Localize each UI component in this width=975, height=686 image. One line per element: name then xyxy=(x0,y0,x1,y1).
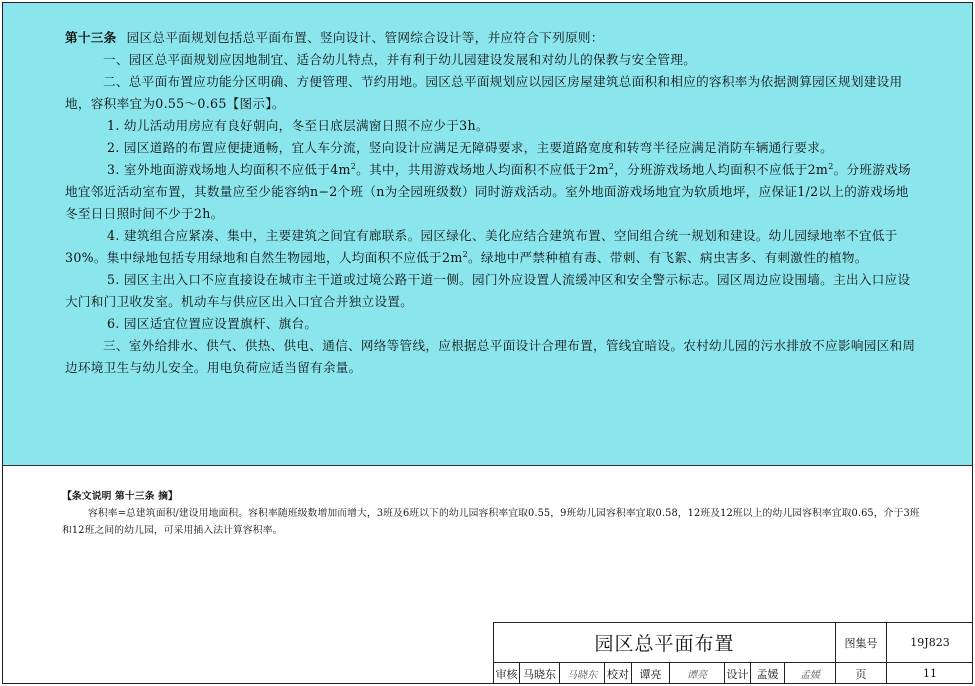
item-3: 3. 室外地面游戏场地人均面积不应低于$4m^2$。其中，共用游戏场地人均面积不应低于$2m^2$，分班游戏场地人均面积不应低于$2m^2$。分班游戏场地宜邻近活动室布置，其数量应至少能容纳n−2个班（n为全园班级数）同时游戏活动。室外地面游戏场地宜为软质地坪，应保证1/2以上的游戏场地冬至日日照时间不少于2h。 xyxy=(65,162,911,221)
check-name: 谭亮 xyxy=(632,663,670,684)
check-label: 校对 xyxy=(605,663,632,684)
review-signature: 马晓东 xyxy=(560,663,605,684)
design-name: 孟媛 xyxy=(751,663,785,684)
design-label: 设计 xyxy=(725,663,751,684)
item-1: 1. 幼儿活动用房应有良好朝向，冬至日底层满窗日照不应少于3h。 xyxy=(107,118,489,133)
check-signature: 谭亮 xyxy=(670,663,725,684)
article-panel xyxy=(3,3,972,466)
review-name: 马晓东 xyxy=(520,663,560,684)
item-4: 4. 建筑组合应紧凑、集中，主要建筑之间宜有廊联系。园区绿化、美化应结合建筑布置、空间组合统一规划和建设。幼儿园绿地率不宜低于30%。集中绿地包括专用绿地和自然生物园地，人均面积不应低于$2m^2$。绿地中严禁种植有毒、带刺、有飞絮、病虫害多、有刺激性的植物。 xyxy=(65,228,898,265)
note-title: 【条文说明 第十三条 摘】 xyxy=(62,491,178,502)
commentary-note xyxy=(62,488,922,539)
note-body: 容积率=总建筑面积/建设用地面积。容积率随班级数增加而增大，3班及6班以下的幼儿园容积率宜取0.55，9班幼儿园容积率宜取0.58，12班及12班以上的幼儿园容积率宜取0.65，介于3班和12班之间的幼儿园，可采用插入法计算容积率。 xyxy=(62,508,920,536)
item-5: 5. 园区主出入口不应直接设在城市主干道或过境公路干道一侧。园门外应设置人流缓冲区和安全警示标志。园区周边应设围墙。主出入口应设大门和门卫收发室。机动车与供应区出入口宜合并独立设置。 xyxy=(65,272,911,309)
design-signature: 孟媛 xyxy=(785,663,836,684)
page-number: 11 xyxy=(923,667,937,680)
article-intro: 第十三条 园区总平面规划包括总平面布置、竖向设计、管网综合设计等，并应符合下列原则： xyxy=(65,30,604,45)
principle-2: 二、总平面布置应功能分区明确、方便管理、节约用地。园区总平面规划应以园区房屋建筑总面积和相应的容积率为依据测算园区规划建设用地，容积率宜为0.55～0.65【图示】。 xyxy=(65,74,903,111)
drawing-title: 园区总平面布置 xyxy=(494,623,836,663)
article-heading: 第十三条 xyxy=(65,30,117,45)
atlas-label: 图集号 xyxy=(836,623,887,663)
principle-1: 一、园区总平面规划应因地制宜、适合幼儿特点，并有利于幼儿园建设发展和对幼儿的保教与安全管理。 xyxy=(103,52,697,67)
review-label: 审核 xyxy=(494,663,520,684)
item-2: 2. 园区道路的布置应便捷通畅，宜人车分流，竖向设计应满足无障碍要求，主要道路宽度和转弯半径应满足消防车辆通行要求。 xyxy=(107,140,834,155)
page-label: 页 xyxy=(836,663,887,684)
atlas-number: 19J823 xyxy=(887,623,973,663)
signature-row xyxy=(494,663,973,684)
title-block xyxy=(493,622,973,684)
principle-3: 三、室外给排水、供气、供热、供电、通信、网络等管线，应根据总平面设计合理布置，管线宜暗设。农村幼儿园的污水排放不应影响园区和周边环境卫生与幼儿安全。用电负荷应适当留有余量。 xyxy=(65,338,916,375)
article-text xyxy=(65,27,920,379)
item-6: 6. 园区适宜位置应设置旗杆、旗台。 xyxy=(107,316,318,331)
